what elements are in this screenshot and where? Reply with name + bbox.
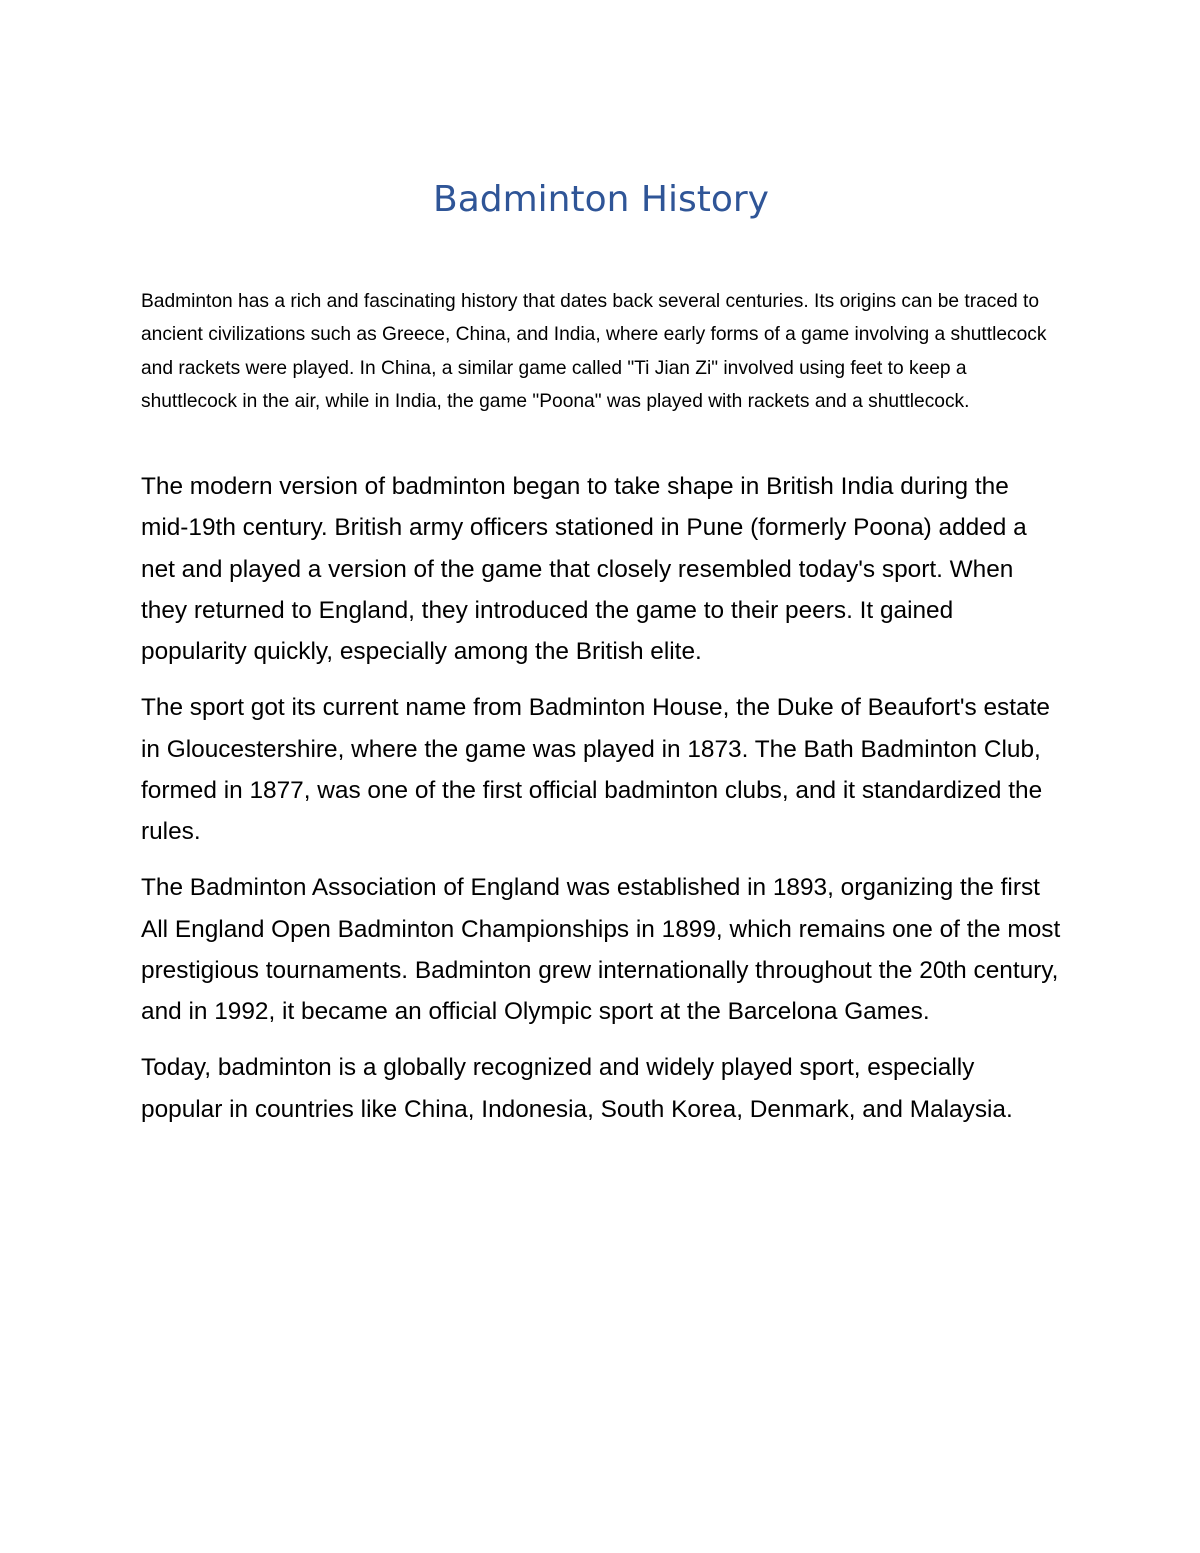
document-title: Badminton History	[433, 179, 769, 220]
paragraph-today: Today, badminton is a globally recognized and widely played sport, especially popular in countries like China, Indonesia, South Korea, Denmark, and Malaysia.	[141, 1054, 1013, 1123]
document-body	[141, 466, 1061, 1145]
paragraph-name-origin: The sport got its current name from Badminton House, the Duke of Beaufort's estate in Gloucestershire, where the game was played in 1873. The Bath Badminton Club, formed in 1877, was one of the first official badminton clubs, and it standardized the rules.	[141, 694, 1050, 845]
paragraph-association: The Badminton Association of England was established in 1893, organizing the first All England Open Badminton Championships in 1899, which remains one of the most prestigious tournaments. Badminton grew internationally throughout the 20th century, and in 1992, it became an official Olympic sport at the Barcelona Games.	[141, 874, 1061, 1025]
paragraph-modern-version: The modern version of badminton began to take shape in British India during the mid-19th century. British army officers stationed in Pune (formerly Poona) added a net and played a version of the game that closely resembled today's sport. When they returned to England, they introduced the game to their peers. It gained popularity quickly, especially among the British elite.	[141, 473, 1027, 665]
paragraph-origins: Badminton has a rich and fascinating history that dates back several centuries. Its origins can be traced to ancient civilizations such as Greece, China, and India, where early forms of a game involving a shuttlecock and rackets were played. In China, a similar game called "Ti Jian Zi" involved using feet to keep a shuttlecock in the air, while in India, the game "Poona" was played with rackets and a shuttlecock.	[141, 291, 1047, 412]
